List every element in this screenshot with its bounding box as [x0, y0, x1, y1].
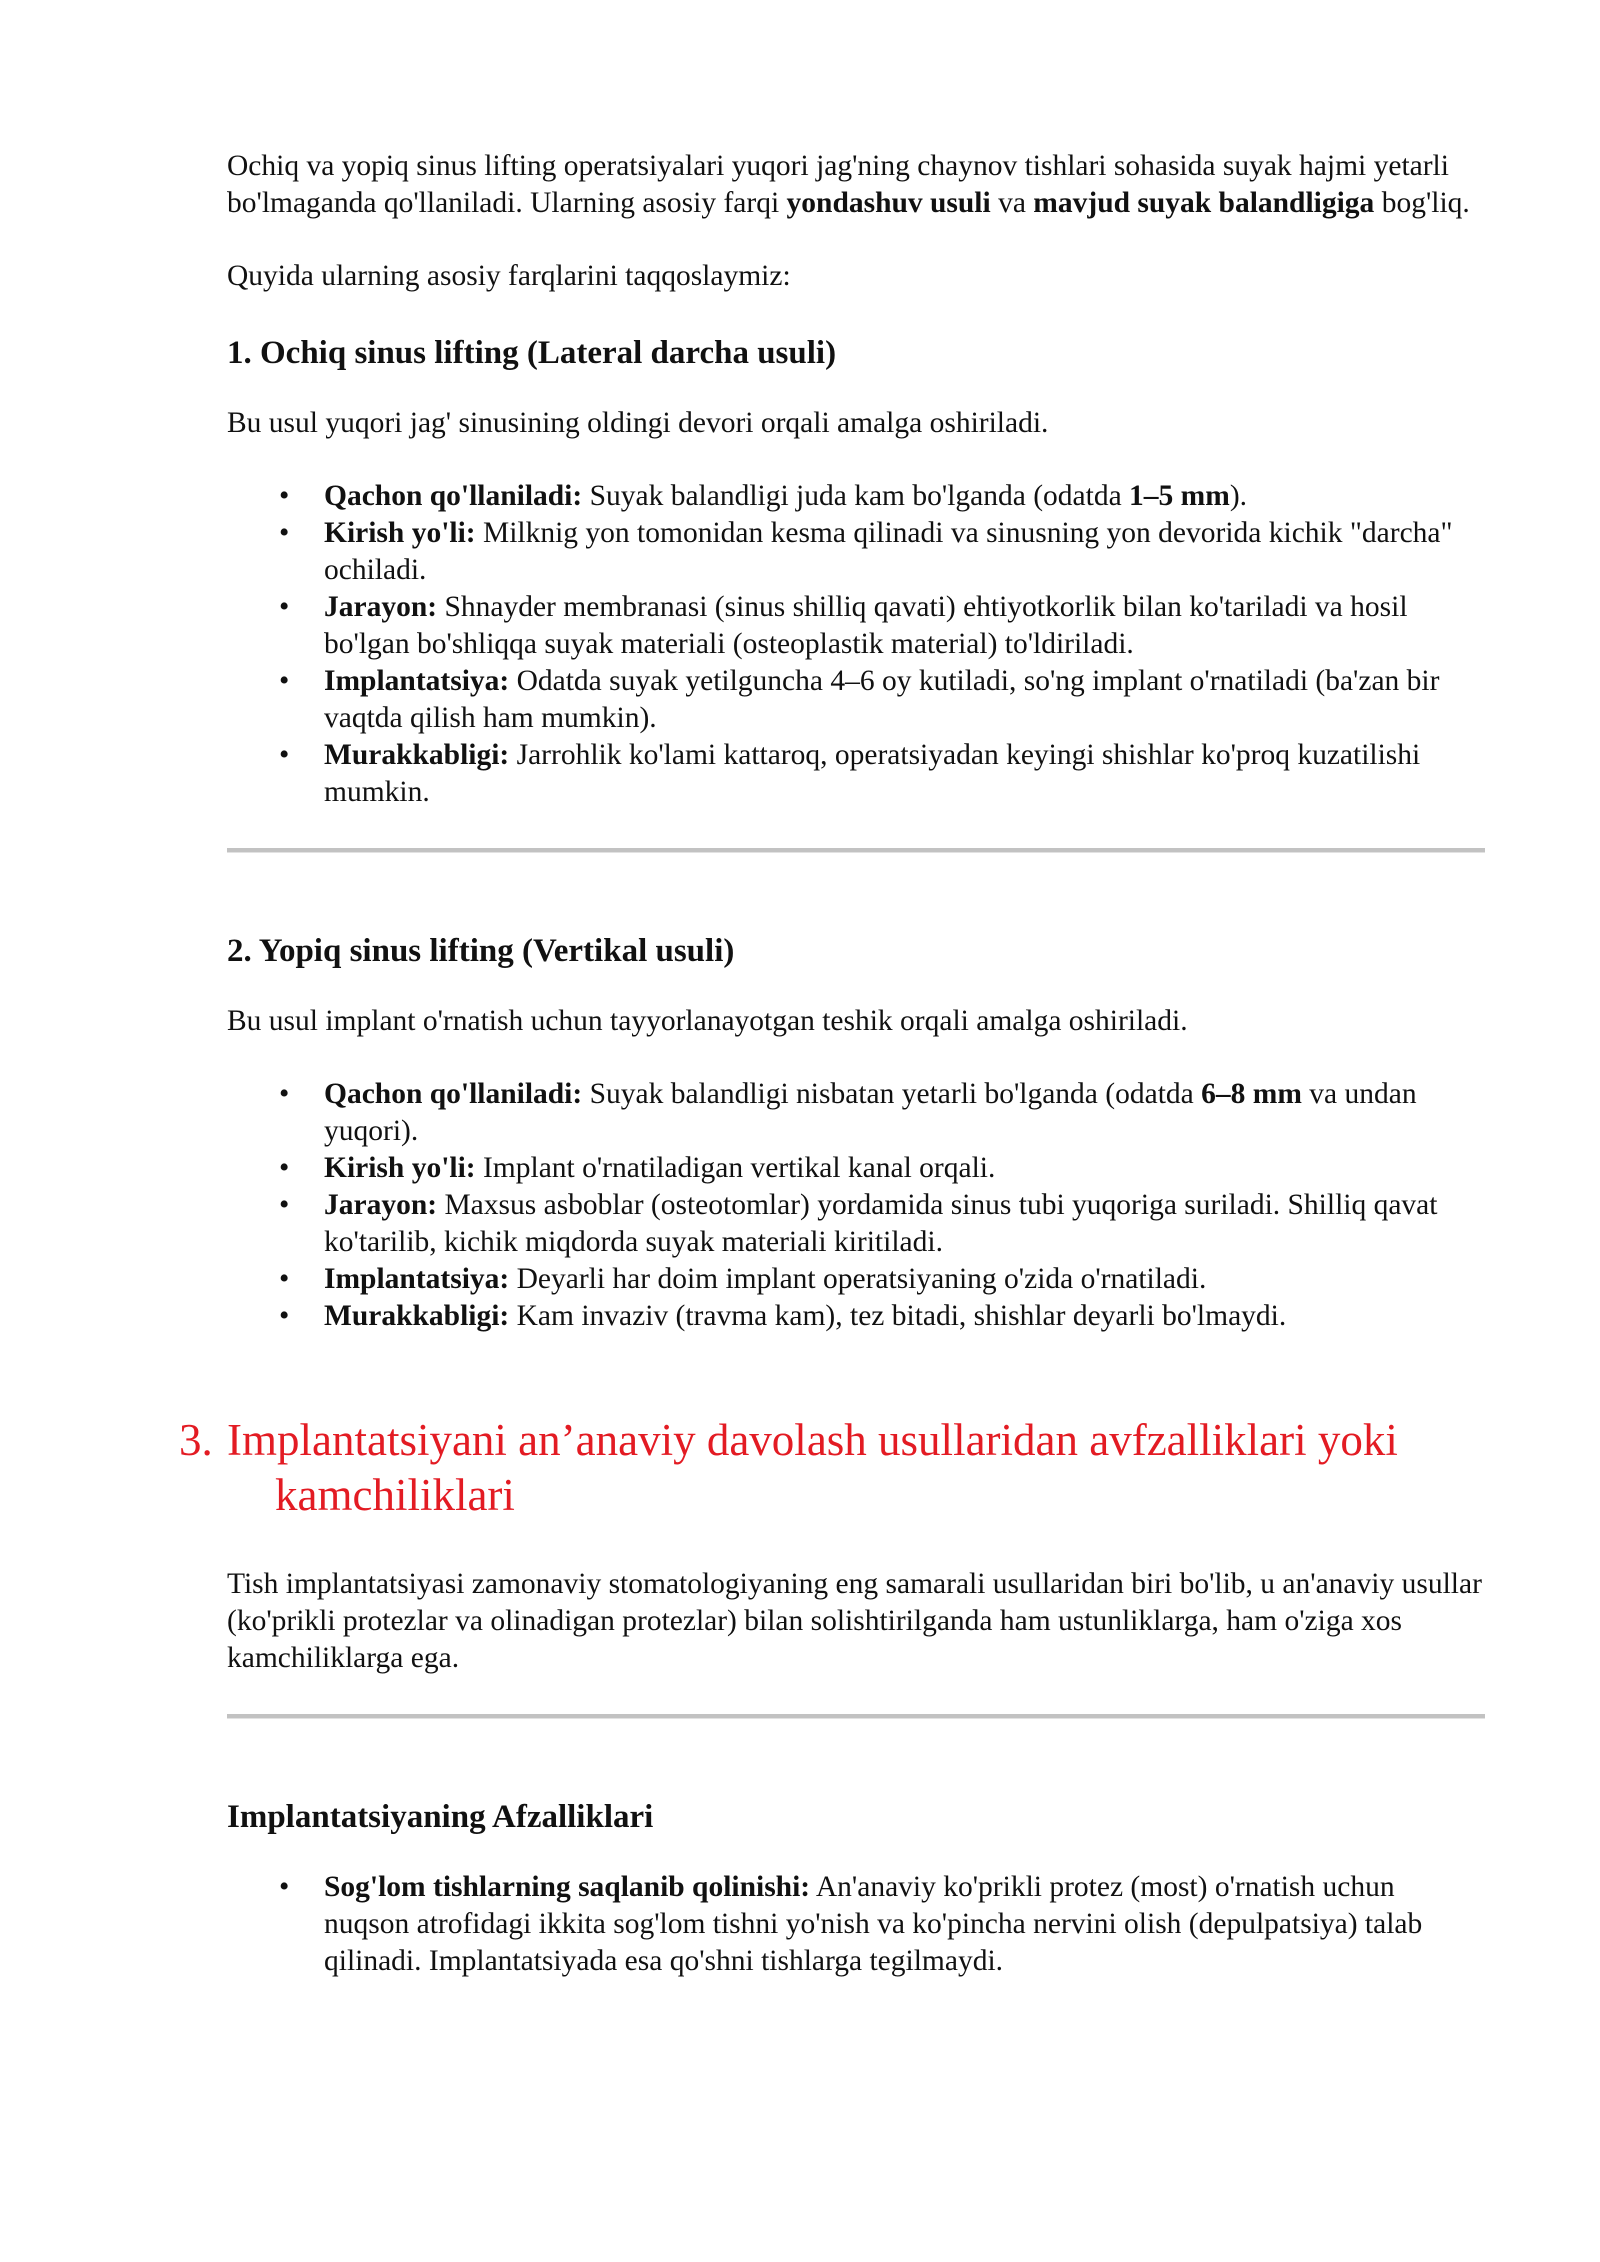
item-bold-value: 1–5 mm	[1129, 480, 1230, 512]
list-item	[227, 663, 1487, 737]
section2-lead: Bu usul implant o'rnatish uchun tayyorlanayotgan teshik orqali amalga oshiriladi.	[227, 1005, 1188, 1037]
section3-heading	[179, 1413, 1487, 1523]
bullet-icon: •	[279, 665, 290, 697]
list-item	[227, 478, 1487, 515]
item-text: Suyak balandligi juda kam bo'lganda (odatda	[582, 480, 1130, 512]
list-item	[227, 737, 1487, 811]
intro-bold-bone-height: mavjud suyak balandligiga	[1033, 187, 1375, 219]
item-text: Odatda suyak yetilguncha 4–6 oy kutiladi, so'ng implant o'rnatiladi (ba'zan bir vaqtda qilish ham mumkin).	[324, 665, 1440, 734]
item-label: Sog'lom tishlarning saqlanib qolinishi:	[324, 1871, 811, 1903]
intro-text: va	[990, 187, 1034, 219]
section1-heading: 1. Ochiq sinus lifting (Lateral darcha usuli)	[227, 335, 837, 371]
item-text: Shnayder membranasi (sinus shilliq qavati) ehtiyotkorlik bilan ko'tariladi va hosil bo'lgan bo'shliqqa suyak materiali (osteoplastik material) to'ldiriladi.	[324, 591, 1408, 660]
item-text: Milknig yon tomonidan kesma qilinadi va sinusning yon devorida kichik "darcha" ochiladi.	[324, 517, 1453, 586]
section1-lead: Bu usul yuqori jag' sinusining oldingi devori orqali amalga oshiriladi.	[227, 407, 1049, 439]
item-text: Suyak balandligi nisbatan yetarli bo'lganda (odatda	[582, 1078, 1202, 1110]
list-item	[227, 1869, 1487, 1980]
bullet-icon: •	[279, 591, 290, 623]
bullet-icon: •	[279, 739, 290, 771]
section2-heading: 2. Yopiq sinus lifting (Vertikal usuli)	[227, 933, 735, 969]
section3-number: 3.	[179, 1415, 213, 1465]
bullet-icon: •	[279, 1189, 290, 1221]
horizontal-divider	[227, 848, 1485, 853]
item-text: Deyarli har doim implant operatsiyaning o'zida o'rnatiladi.	[509, 1263, 1207, 1295]
list-item	[227, 1261, 1487, 1298]
bullet-icon: •	[279, 1871, 290, 1903]
intro-paragraph	[227, 148, 1487, 222]
item-label: Jarayon:	[324, 1189, 438, 1221]
item-text: An'anaviy ko'prikli protez (most) o'rnatish uchun nuqson atrofidagi ikkita sog'lom tishni yo'nish va ko'pincha nervini olish (depulpatsiya) talab qilinadi. Implantatsiyada esa qo'shni tishlarga tegilmaydi.	[324, 1871, 1423, 1977]
item-label: Kirish yo'li:	[324, 517, 476, 549]
list-item	[227, 515, 1487, 589]
section3-title-line1: Implantatsiyani an’anaviy davolash usullaridan avfzalliklari yoki	[227, 1415, 1398, 1465]
compare-lead: Quyida ularning asosiy farqlarini taqqoslaymiz:	[227, 260, 791, 292]
item-text: ).	[1229, 480, 1248, 512]
section3-title-line2: kamchiliklari	[275, 1470, 515, 1520]
advantages-heading: Implantatsiyaning Afzalliklari	[227, 1799, 654, 1835]
item-text: Implant o'rnatiladigan vertikal kanal orqali.	[475, 1152, 996, 1184]
list-item	[227, 589, 1487, 663]
item-text: Kam invaziv (travma kam), tez bitadi, shishlar deyarli bo'lmaydi.	[509, 1300, 1287, 1332]
horizontal-divider	[227, 1714, 1485, 1719]
item-label: Murakkabligi:	[324, 1300, 510, 1332]
item-text: Jarrohlik ko'lami kattaroq, operatsiyadan keyingi shishlar ko'proq kuzatilishi mumkin.	[324, 739, 1421, 808]
document-page	[179, 148, 1487, 1980]
item-text: Maxsus asboblar (osteotomlar) yordamida sinus tubi yuqoriga suriladi. Shilliq qavat ko'tarilib, kichik miqdorda suyak materiali kiritiladi.	[324, 1189, 1438, 1258]
section3-paragraph: Tish implantatsiyasi zamonaviy stomatologiyaning eng samarali usullaridan biri bo'lib, u an'anaviy usullar (ko'prikli protezlar va olinadigan protezlar) bilan solishtirilganda ham ustunliklarga, ham o'ziga xos kamchiliklarga ega.	[227, 1568, 1482, 1674]
bullet-icon: •	[279, 480, 290, 512]
section2-list	[227, 1076, 1487, 1335]
bullet-icon: •	[279, 517, 290, 549]
item-label: Jarayon:	[324, 591, 438, 623]
list-item	[227, 1076, 1487, 1150]
item-label: Qachon qo'llaniladi:	[324, 1078, 583, 1110]
item-text: va undan yuqori).	[324, 1078, 1417, 1147]
intro-text: Ochiq va yopiq sinus lifting operatsiyalari yuqori jag'ning chaynov tishlari sohasida suyak hajmi yetarli bo'lmaganda qo'llaniladi. Ularning asosiy farqi	[227, 150, 1449, 219]
advantages-list	[227, 1869, 1487, 1980]
intro-text: bog'liq.	[1374, 187, 1470, 219]
bullet-icon: •	[279, 1300, 290, 1332]
item-label: Implantatsiya:	[324, 665, 510, 697]
bullet-icon: •	[279, 1152, 290, 1184]
item-label: Kirish yo'li:	[324, 1152, 476, 1184]
item-bold-value: 6–8 mm	[1201, 1078, 1302, 1110]
bullet-icon: •	[279, 1263, 290, 1295]
list-item	[227, 1187, 1487, 1261]
item-label: Murakkabligi:	[324, 739, 510, 771]
section1-list	[227, 478, 1487, 811]
list-item	[227, 1298, 1487, 1335]
item-label: Implantatsiya:	[324, 1263, 510, 1295]
item-label: Qachon qo'llaniladi:	[324, 480, 583, 512]
bullet-icon: •	[279, 1078, 290, 1110]
list-item	[227, 1150, 1487, 1187]
intro-bold-approach: yondashuv usuli	[786, 187, 991, 219]
